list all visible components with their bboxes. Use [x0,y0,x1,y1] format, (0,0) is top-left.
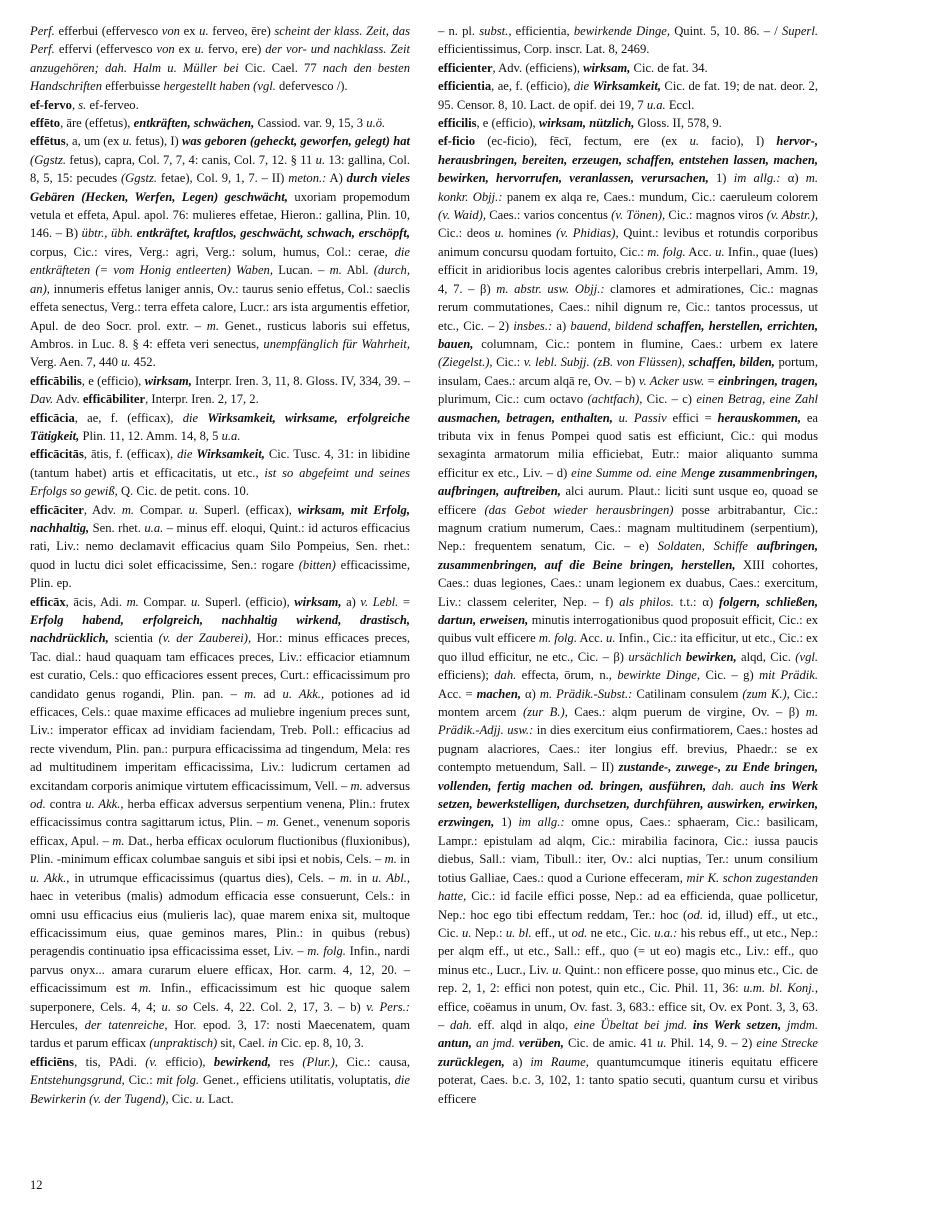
right-column [438,22,818,1108]
dictionary-entry: efficācia, ae, f. (efficax), die Wirksamkeit, wirksame, erfolgreiche Tätigkeit, Plin. 11, 12. Amm. 14, 8, 5 u.a. [30,410,410,443]
dictionary-entry: efficācitās, ātis, f. (efficax), die Wirksamkeit, Cic. Tusc. 4, 31: in libidine (tantum habet) artis et efficacitatis, ut etc., ist so abgefeimt und seines Erfolgs so gewiß, Q. Cic. de petit. cons. 10. [30,447,411,499]
dictionary-entry: Perf. efferbui (effervesco von ex u. ferveo, ēre) scheint der klass. Zeit, das Perf. effervi (effervesco von ex u. fervo, ere) der vor- und nachklass. Zeit anzugehören; dah. Halm u. Müller bei Cic. Cael. 77 nach den besten Handschriften efferbuisse hergestellt haben (vgl. defervesco /). [30,24,410,94]
dictionary-entry: effētus, a, um (ex u. fetus), I) was geboren (geheckt, geworfen, gelegt) hat (Ggstz. fetus), capra, Col. 7, 7, 4: canis, Col. 7, 12. § 11 u. 13: gallina, Col. 8, 5, 15: pecudes (Ggstz. fetae), Col. 9, 1, 7. – II) meton.: A) durch vieles Gebären (Hecken, Werfen, Legen) geschwächt, uxoriam propemodum vetula et effeta, Apul. apol. 76: mulieres effetae, Hieron.: gallina, Plin. 10, 146. – B) übtr., übh. entkräftet, kraftlos, geschwächt, schwach, erschöpft, corpus, Cic.: vires, Verg.: agri, Verg.: solum, humus, Col.: cerae, die entkräfteten (= vom Honig entleerten) Waben, Lucan. – m. Abl. (durch, an), innumeris effetus laniger annis, Ov.: taurus senio effetus, Col.: saeclis effeta senectus, Verg.: terra effeta calore, Lucr.: ars ista argumentis effetior, Apul. de deo Socr. prol. extr. – m. Genet., rusticus laboris sui effetus, Ambros. in Luc. 8. § 4: effeta veri senectus, unempfänglich für Wahrheit, Verg. Aen. 7, 440 u. 452. [30,134,410,370]
page-number: 12 [30,1178,43,1192]
left-column [30,22,410,1108]
dictionary-entry: ef-fervo, s. ef-ferveo. [30,97,139,112]
dictionary-entry: efficilis, e (efficio), wirksam, nützlich, Gloss. II, 578, 9. [438,116,722,131]
dictionary-entry: – n. pl. subst., efficientia, bewirkende Dinge, Quint. 5, 10. 86. – / Superl. efficientissimus, Corp. inscr. Lat. 8, 2469. [438,24,818,57]
dictionary-entry: efficienter, Adv. (efficiens), wirksam, Cic. de fat. 34. [438,60,708,75]
dictionary-entry: efficāx, ācis, Adi. m. Compar. u. Superl. (efficio), wirksam, a) v. Lebl. = Erfolg habend, erfolgreich, nachhaltig wirkend, drastisch, nachdrücklich, scientia (v. der Zauberei), Hor.: minus efficaces preces, Tac. dial.: haud quaquam tam efficaces preces, Liv.: efficacior etiamnum est curatio, Cels.: quo efficaciores essent preces, Curt.: efficacissimum pro candidato genus rogandi, Plin. pan. – m. ad u. Akk., potiones ad id efficaces, Cels.: quae maxime efficaces ad muliebre ingenium preces sunt, Liv.: imperator efficax ad invidiam faciendam, Treb. Poll.: efficacius ad recte vivendum, Plin. pan.: purpura efficacissima ad tingendum, Mela: res ad multitudinem imperitam efficacissima, Liv.: ludicrum certamen ad excitandam corporis animique virtutem efficacissimum, Vell. – m. adversus od. contra u. Akk., herba efficax adversus serpentium venena, Plin.: frutex efficacissimus contra sagittarum ictus, Plin. – m. Genet., venenum soporis efficax, Apul. – m. Dat., herba efficax oculorum fluctionibus (fluxionibus), Plin. -minimum efficax columbae sanguis et sibi ipsi et nobis, Cels. – m. in u. Akk., in utrumque efficacissimus (quartus dies), Cels. – m. in u. Abl., haec in veteribus (malis) admodum efficacia esse consuerunt, Cels.: in omni usu efficacius eius (mulieris lac), quae marem enixa sit, multoque efficacissimum eius, quae geminos mares, Plin.: in quibus (rebus) peragendis continuatio ipsa efficacissima esset, Liv. – m. folg. Infin., nardi parvus onyx... amara curarum eluere efficax, Hor. carm. 4, 12, 20. – efficacissimum est m. Infin., efficacissimum est hic quoque salem superponere, Cels. 4, 4; u. so Cels. 4, 22. Col. 2, 17, 3. – b) v. Pers.: Hercules, der tatenreiche, Hor. epod. 3, 17: nosti Maecenatem, quam tardus et parum efficax (unpraktisch) sit, Cael. in Cic. ep. 8, 10, 3. [30,594,411,1051]
dictionary-entry: efficāciter, Adv. m. Compar. u. Superl. (efficax), wirksam, mit Erfolg, nachhaltig, Sen. rhet. u.a. – minus eff. eloqui, Quint.: id acturos efficacius rati, Liv.: nemo declamavit efficacius quam Silo Pompeius, Sen. rhet.: quod in luctu dici solet efficacissime, Sen.: rogare (bitten) efficacissime, Plin. ep. [30,502,410,591]
dictionary-entry: efficientia, ae, f. (efficio), die Wirksamkeit, Cic. de fat. 19; de nat. deor. 2, 95. Censor. 8, 10. Lact. de opif. dei 19, 7 u.a. Eccl. [438,79,818,112]
dictionary-entry: ef-ficio (ec-ficio), fēcī, fectum, ere (ex u. facio), I) hervor-, herausbringen, bereiten, erzeugen, schaffen, entstehen lassen, machen, bewirken, hervorrufen, veranlassen, verursachen, 1) im allg.: α) m. konkr. Objj.: panem ex alqa re, Caes.: mundum, Cic.: caeruleum colorem (v. Waid), Caes.: varios concentus (v. Tönen), Cic.: magnos viros (v. Abstr.), Cic.: deos u. homines (v. Phidias), Quint.: levibus et rotundis corporibus animum concursu quodam fortuito, Cic.: m. folg. Acc. u. Infin., quae (lues) efficit in aridioribus locis agentes caloribus crebris interpellari, Amm. 19, 4, 7. – β) m. abstr. usw. Objj.: clamores et admirationes, Cic.: magnas rerum commutationes, Caes.: nihil dignum re, Cic.: tantos processus, ut etc., Cic. – 2) insbes.: a) bauend, bildend schaffen, herstellen, errichten, bauen, columnam, Cic.: pontem in flumine, Caes.: urbem ex latere (Ziegelst.), Cic.: v. lebl. Subjj. (zB. von Flüssen), schaffen, bilden, portum, insulam, Caes.: arcum alqā re, Ov. – b) v. Acker usw. = einbringen, tragen, plurimum, Cic.: cum octavo (achtfach), Cic. – c) einen Betrag, eine Zahl ausmachen, betragen, enthalten, u. Passiv effici = herauskommen, ea tributa vix in fenus Pompei quod satis est efficiunt, Cic.: qui modus sexaginta armatorum milia efficiebat, Eutr.: maior aliquanto summa efficitur ex etc., Liv. – d) eine Summe od. eine Menge zusammenbringen, aufbringen, auftreiben, alci aurum. Plaut.: liciti sunt usque eo, quoad se efficere (das Gebot wieder herausbringen) posse arbitrabantur, Cic.: magnum cratium numerum, Caes.: magnam multitudinem (serpentium), Nep.: frequentem senatum, Cic. – e) Soldaten, Schiffe aufbringen, zusammenbringen, auf die Beine bringen, herstellen, XIII cohortes, Caes.: duas legiones, Caes.: unam legionem ex duabus, Caes.: exercitum, Liv.: classem celeriter, Nep. – f) als philos. t.t.: α) folgern, schließen, dartun, erweisen, minutis interrogationibus quod proposuit efficit, Cic.: ex quibus vult efficere m. folg. Acc. u. Infin., Cic.: ita efficitur, ut etc., Cic.: ex quo illud efficitur, ne etc., Cic. – β) ursächlich bewirken, alqd, Cic. (vgl. efficiens); dah. effecta, ōrum, n., bewirkte Dinge, Cic. – g) mit Prädik. Acc. = machen, α) m. Prädik.-Subst.: Catilinam consulem (zum K.), Cic.: montem arcem (zur B.), Caes.: alqm puerum de virgine, Ov. – β) m. Prädik.-Adjj. usw.: in dies exercitum eius confirmatiorem, Caes.: hostes ad pugnam alacriores, Caes.: iter longius eff. brevius, Phaedr.: se ex contempto metuendum, Sall. – II) zustande-, zuwege-, zu Ende bringen, vollenden, fertig machen od. bringen, ausführen, dah. auch ins Werk setzen, bewerkstelligen, durchsetzen, durchführen, auswirken, erwirken, erzwingen, 1) im allg.: omne opus, Caes.: sphaeram, Cic.: basilicam, Lampr.: epistulam ad alqm, Cic.: mirabilia facinora, Cic.: iussa paucis diebus, Sall.: viam, Tibull.: iter, Ov.: alci nuptias, Ter.: unum consilium totius Galliae, Caes.: quod a Curione effeceram, mir K. schon zugestanden hatte, Cic.: id facile effici posse, Nep.: ad ea efficienda, quae pollicetur, Nep.: hoc ego tibi effectum reddam, Ter.: hoc (od. id, illud) eff., ut etc., Cic. u. Nep.: u. bl. eff., ut od. ne etc., Cic. u.a.: his rebus eff., ut etc., Nep.: per alqm eff., ut etc., Sall.: eff., quo (= ut eo) magis etc., Liv.: eff., quo minus etc., Lucr., Liv. u. Quint.: non efficere posse, quo minus etc., Cic. de rep. 2, 1, 2: effici non potest, quin etc., Cic. Phil. 11, 36: u.m. bl. Konj., effice, coëamus in unum, Ov. fast. 3, 683.: effice sit, Ov. ex Pont. 3, 3, 63. – dah. eff. alqd in alqo, eine Übeltat bei jmd. ins Werk setzen, jmdm. antun, an jmd. verüben, Cic. de amic. 41 u. Phil. 14, 9. – 2) eine Strecke zurücklegen, a) im Raume, quantumcumque itineris equitatu efficere poterat, Caes. b.c. 3, 102, 1: tanto spatio secuti, quantum cursu et viribus efficere [438,134,819,1106]
dictionary-entry: efficābilis, e (efficio), wirksam, Interpr. Iren. 3, 11, 8. Gloss. IV, 334, 39. – Dav. Adv. efficābiliter, Interpr. Iren. 2, 17, 2. [30,373,410,407]
dictionary-entry: effēto, āre (effetus), entkräften, schwächen, Cassiod. var. 9, 15, 3 u.ö. [30,116,386,131]
dictionary-entry: efficiēns, tis, PAdi. (v. efficio), bewirkend, res (Plur.), Cic.: causa, Entstehungsgrund, Cic.: mit folg. Genet., efficiens utilitatis, voluptatis, die Bewirkerin (v. der Tugend), Cic. u. Lact. [30,1054,410,1106]
